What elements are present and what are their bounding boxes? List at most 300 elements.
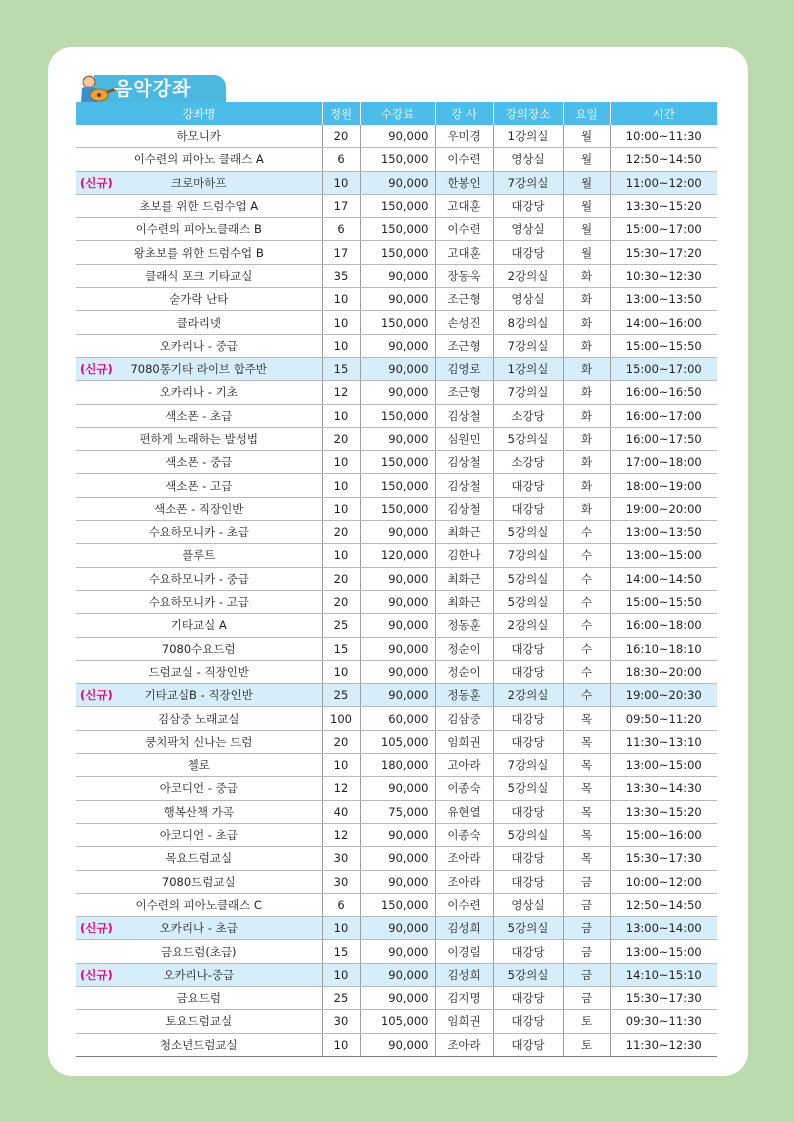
capacity-cell: 6 bbox=[322, 148, 360, 171]
room-cell: 대강당 bbox=[493, 1033, 563, 1056]
course-name: 숟가락 난타 bbox=[169, 292, 229, 307]
teacher-cell: 김지명 bbox=[435, 986, 493, 1009]
course-name-cell bbox=[76, 590, 322, 613]
teacher-cell: 정순이 bbox=[435, 637, 493, 660]
room-cell: 대강당 bbox=[493, 497, 563, 520]
table-row bbox=[76, 590, 717, 613]
capacity-cell: 20 bbox=[322, 427, 360, 450]
time-cell: 09:30~11:30 bbox=[610, 1010, 717, 1033]
room-cell: 1강의실 bbox=[493, 357, 563, 380]
teacher-cell: 이수련 bbox=[435, 148, 493, 171]
room-cell: 7강의실 bbox=[493, 381, 563, 404]
day-cell: 화 bbox=[563, 381, 610, 404]
time-cell: 13:00~15:00 bbox=[610, 940, 717, 963]
table-row bbox=[76, 940, 717, 963]
day-cell: 목 bbox=[563, 730, 610, 753]
fee-cell: 150,000 bbox=[360, 893, 435, 916]
table-row bbox=[76, 427, 717, 450]
table-row bbox=[76, 194, 717, 217]
room-cell: 대강당 bbox=[493, 241, 563, 264]
teacher-cell: 장동욱 bbox=[435, 264, 493, 287]
capacity-cell: 10 bbox=[322, 404, 360, 427]
table-header-row bbox=[76, 102, 717, 125]
room-cell: 영상실 bbox=[493, 893, 563, 916]
teacher-cell: 우미경 bbox=[435, 125, 493, 148]
capacity-cell: 10 bbox=[322, 451, 360, 474]
fee-cell: 90,000 bbox=[360, 567, 435, 590]
room-cell: 5강의실 bbox=[493, 777, 563, 800]
day-cell: 월 bbox=[563, 218, 610, 241]
room-cell: 대강당 bbox=[493, 194, 563, 217]
time-cell: 15:00~16:00 bbox=[610, 823, 717, 846]
table-row bbox=[76, 660, 717, 683]
time-cell: 13:30~14:30 bbox=[610, 777, 717, 800]
day-cell: 금 bbox=[563, 917, 610, 940]
course-name-cell bbox=[76, 497, 322, 520]
fee-cell: 90,000 bbox=[360, 288, 435, 311]
time-cell: 18:30~20:00 bbox=[610, 660, 717, 683]
table-row bbox=[76, 777, 717, 800]
table-row bbox=[76, 451, 717, 474]
room-cell: 2강의실 bbox=[493, 684, 563, 707]
fee-cell: 90,000 bbox=[360, 684, 435, 707]
music-course-table bbox=[76, 102, 717, 1057]
table-row bbox=[76, 823, 717, 846]
fee-cell: 120,000 bbox=[360, 544, 435, 567]
teacher-cell: 최화근 bbox=[435, 521, 493, 544]
table-row bbox=[76, 148, 717, 171]
fee-cell: 90,000 bbox=[360, 777, 435, 800]
table-row bbox=[76, 730, 717, 753]
course-name: 이수련의 피아노클래스 C bbox=[135, 897, 262, 912]
fee-cell: 150,000 bbox=[360, 148, 435, 171]
course-name: 토요드럼교실 bbox=[165, 1014, 233, 1029]
course-name-cell bbox=[76, 660, 322, 683]
room-cell: 대강당 bbox=[493, 637, 563, 660]
course-name-cell bbox=[76, 241, 322, 264]
teacher-cell: 최화근 bbox=[435, 567, 493, 590]
table-row bbox=[76, 800, 717, 823]
table-row bbox=[76, 334, 717, 357]
course-name: 오카리나-중급 bbox=[163, 967, 235, 982]
room-cell: 대강당 bbox=[493, 870, 563, 893]
capacity-cell: 40 bbox=[322, 800, 360, 823]
section-title: 음악강좌 bbox=[114, 78, 192, 100]
capacity-cell: 20 bbox=[322, 125, 360, 148]
day-cell: 월 bbox=[563, 125, 610, 148]
course-name-cell bbox=[76, 171, 322, 194]
day-cell: 화 bbox=[563, 288, 610, 311]
room-cell: 5강의실 bbox=[493, 823, 563, 846]
course-name-cell bbox=[76, 754, 322, 777]
day-cell: 월 bbox=[563, 171, 610, 194]
room-cell: 7강의실 bbox=[493, 171, 563, 194]
teacher-cell: 임희권 bbox=[435, 730, 493, 753]
course-name-cell bbox=[76, 427, 322, 450]
room-cell: 5강의실 bbox=[493, 963, 563, 986]
course-name-cell bbox=[76, 707, 322, 730]
course-name-cell bbox=[76, 940, 322, 963]
fee-cell: 105,000 bbox=[360, 1010, 435, 1033]
course-name: 플루트 bbox=[182, 548, 216, 563]
course-name: 7080통기타 라이브 합주반 bbox=[130, 362, 268, 377]
teacher-cell: 조아라 bbox=[435, 847, 493, 870]
day-cell: 화 bbox=[563, 427, 610, 450]
table-row bbox=[76, 125, 717, 148]
capacity-cell: 10 bbox=[322, 917, 360, 940]
fee-cell: 150,000 bbox=[360, 451, 435, 474]
time-cell: 19:00~20:00 bbox=[610, 497, 717, 520]
table-row bbox=[76, 311, 717, 334]
day-cell: 금 bbox=[563, 870, 610, 893]
room-cell: 1강의실 bbox=[493, 125, 563, 148]
fee-cell: 90,000 bbox=[360, 590, 435, 613]
table-row bbox=[76, 684, 717, 707]
capacity-cell: 10 bbox=[322, 963, 360, 986]
fee-cell: 90,000 bbox=[360, 940, 435, 963]
new-course-badge: (신규) bbox=[80, 921, 113, 936]
table-row bbox=[76, 614, 717, 637]
course-name-cell bbox=[76, 288, 322, 311]
table-row bbox=[76, 917, 717, 940]
room-cell: 대강당 bbox=[493, 730, 563, 753]
teacher-cell: 조근형 bbox=[435, 381, 493, 404]
time-cell: 11:30~12:30 bbox=[610, 1033, 717, 1056]
course-name: 크로마하프 bbox=[170, 175, 227, 190]
teacher-cell: 고아라 bbox=[435, 754, 493, 777]
course-name-cell bbox=[76, 311, 322, 334]
fee-cell: 90,000 bbox=[360, 427, 435, 450]
time-cell: 14:00~14:50 bbox=[610, 567, 717, 590]
capacity-cell: 25 bbox=[322, 986, 360, 1009]
course-name: 색소폰 - 중급 bbox=[165, 455, 233, 470]
capacity-cell: 25 bbox=[322, 614, 360, 637]
fee-cell: 90,000 bbox=[360, 1033, 435, 1056]
day-cell: 목 bbox=[563, 707, 610, 730]
table-row bbox=[76, 497, 717, 520]
course-name: 클라리넷 bbox=[176, 315, 221, 330]
room-cell: 5강의실 bbox=[493, 521, 563, 544]
teacher-cell: 조아라 bbox=[435, 1033, 493, 1056]
course-name: 금요드럼 bbox=[176, 991, 221, 1006]
column-header-day: 요일 bbox=[563, 102, 610, 125]
table-row bbox=[76, 474, 717, 497]
course-name-cell bbox=[76, 544, 322, 567]
course-name: 색소폰 - 직장인반 bbox=[154, 501, 244, 516]
teacher-cell: 김상철 bbox=[435, 404, 493, 427]
teacher-cell: 심원민 bbox=[435, 427, 493, 450]
course-name-cell bbox=[76, 404, 322, 427]
time-cell: 15:00~17:00 bbox=[610, 218, 717, 241]
course-name: 색소폰 - 고급 bbox=[165, 478, 233, 493]
fee-cell: 75,000 bbox=[360, 800, 435, 823]
table-row bbox=[76, 986, 717, 1009]
time-cell: 17:00~18:00 bbox=[610, 451, 717, 474]
fee-cell: 150,000 bbox=[360, 194, 435, 217]
fee-cell: 90,000 bbox=[360, 264, 435, 287]
room-cell: 소강당 bbox=[493, 404, 563, 427]
day-cell: 화 bbox=[563, 357, 610, 380]
room-cell: 대강당 bbox=[493, 707, 563, 730]
time-cell: 11:00~12:00 bbox=[610, 171, 717, 194]
course-name: 첼로 bbox=[187, 758, 210, 773]
course-name-cell bbox=[76, 218, 322, 241]
course-name-cell bbox=[76, 823, 322, 846]
time-cell: 15:30~17:30 bbox=[610, 847, 717, 870]
day-cell: 화 bbox=[563, 264, 610, 287]
room-cell: 대강당 bbox=[493, 847, 563, 870]
course-name-cell bbox=[76, 777, 322, 800]
table-row bbox=[76, 544, 717, 567]
room-cell: 대강당 bbox=[493, 474, 563, 497]
day-cell: 목 bbox=[563, 777, 610, 800]
room-cell: 영상실 bbox=[493, 148, 563, 171]
capacity-cell: 6 bbox=[322, 893, 360, 916]
fee-cell: 90,000 bbox=[360, 171, 435, 194]
day-cell: 월 bbox=[563, 148, 610, 171]
course-name-cell bbox=[76, 684, 322, 707]
teacher-cell: 이경림 bbox=[435, 940, 493, 963]
course-name: 아코디언 - 초급 bbox=[159, 828, 238, 843]
course-name: 오카리나 - 초급 bbox=[159, 921, 238, 936]
time-cell: 16:00~16:50 bbox=[610, 381, 717, 404]
course-name: 7080드럼교실 bbox=[161, 874, 236, 889]
day-cell: 금 bbox=[563, 986, 610, 1009]
capacity-cell: 10 bbox=[322, 754, 360, 777]
fee-cell: 90,000 bbox=[360, 870, 435, 893]
time-cell: 19:00~20:30 bbox=[610, 684, 717, 707]
course-name: 오카리나 - 중급 bbox=[159, 338, 238, 353]
room-cell: 대강당 bbox=[493, 986, 563, 1009]
teacher-cell: 조근형 bbox=[435, 334, 493, 357]
fee-cell: 90,000 bbox=[360, 614, 435, 637]
capacity-cell: 6 bbox=[322, 218, 360, 241]
new-course-badge: (신규) bbox=[80, 175, 113, 190]
table-row bbox=[76, 521, 717, 544]
course-name: 수요하모니카 - 초급 bbox=[148, 525, 249, 540]
table-row bbox=[76, 1033, 717, 1056]
time-cell: 13:00~13:50 bbox=[610, 288, 717, 311]
time-cell: 12:50~14:50 bbox=[610, 148, 717, 171]
day-cell: 금 bbox=[563, 893, 610, 916]
day-cell: 금 bbox=[563, 940, 610, 963]
course-name: 오카리나 - 기초 bbox=[159, 385, 238, 400]
fee-cell: 90,000 bbox=[360, 125, 435, 148]
teacher-cell: 최화근 bbox=[435, 590, 493, 613]
room-cell: 5강의실 bbox=[493, 590, 563, 613]
course-name: 김삼중 노래교실 bbox=[158, 711, 240, 726]
time-cell: 10:30~12:30 bbox=[610, 264, 717, 287]
day-cell: 화 bbox=[563, 474, 610, 497]
time-cell: 15:30~17:30 bbox=[610, 986, 717, 1009]
room-cell: 7강의실 bbox=[493, 334, 563, 357]
teacher-cell: 유현열 bbox=[435, 800, 493, 823]
capacity-cell: 20 bbox=[322, 567, 360, 590]
course-name-cell bbox=[76, 148, 322, 171]
course-name-cell bbox=[76, 847, 322, 870]
course-name-cell bbox=[76, 893, 322, 916]
time-cell: 16:10~18:10 bbox=[610, 637, 717, 660]
table-row bbox=[76, 171, 717, 194]
room-cell: 7강의실 bbox=[493, 544, 563, 567]
capacity-cell: 30 bbox=[322, 847, 360, 870]
time-cell: 14:10~15:10 bbox=[610, 963, 717, 986]
teacher-cell: 이수련 bbox=[435, 218, 493, 241]
course-name: 초보를 위한 드럼수업 A bbox=[139, 199, 259, 214]
room-cell: 영상실 bbox=[493, 288, 563, 311]
capacity-cell: 17 bbox=[322, 241, 360, 264]
room-cell: 5강의실 bbox=[493, 917, 563, 940]
table-row bbox=[76, 404, 717, 427]
day-cell: 토 bbox=[563, 1033, 610, 1056]
fee-cell: 90,000 bbox=[360, 986, 435, 1009]
day-cell: 화 bbox=[563, 404, 610, 427]
new-course-badge: (신규) bbox=[80, 967, 113, 982]
table-row bbox=[76, 264, 717, 287]
time-cell: 15:00~15:50 bbox=[610, 334, 717, 357]
teacher-cell: 이종숙 bbox=[435, 777, 493, 800]
time-cell: 18:00~19:00 bbox=[610, 474, 717, 497]
column-header-course: 강좌명 bbox=[76, 102, 322, 125]
fee-cell: 90,000 bbox=[360, 637, 435, 660]
course-name: 클래식 포크 기타교실 bbox=[145, 268, 253, 283]
teacher-cell: 한봉인 bbox=[435, 171, 493, 194]
capacity-cell: 10 bbox=[322, 544, 360, 567]
teacher-cell: 정동훈 bbox=[435, 684, 493, 707]
course-name-cell bbox=[76, 800, 322, 823]
table-row bbox=[76, 754, 717, 777]
course-name-cell bbox=[76, 264, 322, 287]
guitar-player-icon bbox=[76, 73, 118, 105]
day-cell: 수 bbox=[563, 614, 610, 637]
capacity-cell: 10 bbox=[322, 334, 360, 357]
time-cell: 15:00~17:00 bbox=[610, 357, 717, 380]
course-name: 쿵치팍치 신나는 드럼 bbox=[145, 734, 253, 749]
table-row bbox=[76, 893, 717, 916]
teacher-cell: 김상철 bbox=[435, 451, 493, 474]
capacity-cell: 15 bbox=[322, 357, 360, 380]
course-name-cell bbox=[76, 521, 322, 544]
day-cell: 금 bbox=[563, 963, 610, 986]
teacher-cell: 김한나 bbox=[435, 544, 493, 567]
course-name: 아코디언 - 중급 bbox=[159, 781, 238, 796]
fee-cell: 90,000 bbox=[360, 847, 435, 870]
teacher-cell: 고대훈 bbox=[435, 194, 493, 217]
time-cell: 15:00~15:50 bbox=[610, 590, 717, 613]
capacity-cell: 12 bbox=[322, 381, 360, 404]
course-name-cell bbox=[76, 357, 322, 380]
day-cell: 토 bbox=[563, 1010, 610, 1033]
capacity-cell: 10 bbox=[322, 171, 360, 194]
course-name-cell bbox=[76, 1010, 322, 1033]
fee-cell: 90,000 bbox=[360, 963, 435, 986]
column-header-fee: 수강료 bbox=[360, 102, 435, 125]
capacity-cell: 30 bbox=[322, 1010, 360, 1033]
fee-cell: 90,000 bbox=[360, 823, 435, 846]
day-cell: 수 bbox=[563, 521, 610, 544]
time-cell: 09:50~11:20 bbox=[610, 707, 717, 730]
new-course-badge: (신규) bbox=[80, 361, 113, 376]
teacher-cell: 조아라 bbox=[435, 870, 493, 893]
time-cell: 16:00~18:00 bbox=[610, 614, 717, 637]
fee-cell: 90,000 bbox=[360, 521, 435, 544]
course-name: 7080수요드럼 bbox=[161, 641, 236, 656]
day-cell: 수 bbox=[563, 544, 610, 567]
time-cell: 13:00~15:00 bbox=[610, 754, 717, 777]
time-cell: 13:00~13:50 bbox=[610, 521, 717, 544]
room-cell: 소강당 bbox=[493, 451, 563, 474]
teacher-cell: 이수련 bbox=[435, 893, 493, 916]
day-cell: 월 bbox=[563, 241, 610, 264]
course-name-cell bbox=[76, 474, 322, 497]
teacher-cell: 이종숙 bbox=[435, 823, 493, 846]
course-name: 색소폰 - 초급 bbox=[165, 408, 233, 423]
fee-cell: 150,000 bbox=[360, 474, 435, 497]
day-cell: 수 bbox=[563, 637, 610, 660]
day-cell: 수 bbox=[563, 660, 610, 683]
fee-cell: 90,000 bbox=[360, 334, 435, 357]
capacity-cell: 10 bbox=[322, 288, 360, 311]
fee-cell: 90,000 bbox=[360, 660, 435, 683]
course-name: 수요하모니카 - 고급 bbox=[148, 595, 249, 610]
course-name-cell bbox=[76, 917, 322, 940]
teacher-cell: 정동훈 bbox=[435, 614, 493, 637]
table-row bbox=[76, 707, 717, 730]
capacity-cell: 20 bbox=[322, 730, 360, 753]
table-row bbox=[76, 1010, 717, 1033]
table-row bbox=[76, 241, 717, 264]
column-header-room: 강의장소 bbox=[493, 102, 563, 125]
teacher-cell: 고대훈 bbox=[435, 241, 493, 264]
course-name: 기타교실 A bbox=[170, 618, 227, 633]
course-name-cell bbox=[76, 637, 322, 660]
capacity-cell: 10 bbox=[322, 660, 360, 683]
room-cell: 7강의실 bbox=[493, 754, 563, 777]
course-name-cell bbox=[76, 1033, 322, 1056]
fee-cell: 90,000 bbox=[360, 381, 435, 404]
time-cell: 12:50~14:50 bbox=[610, 893, 717, 916]
day-cell: 수 bbox=[563, 590, 610, 613]
room-cell: 대강당 bbox=[493, 800, 563, 823]
table-row bbox=[76, 963, 717, 986]
capacity-cell: 17 bbox=[322, 194, 360, 217]
day-cell: 목 bbox=[563, 823, 610, 846]
table-row bbox=[76, 847, 717, 870]
course-name: 왕초보를 위한 드럼수업 B bbox=[133, 245, 264, 260]
course-name-cell bbox=[76, 986, 322, 1009]
table-row bbox=[76, 870, 717, 893]
capacity-cell: 30 bbox=[322, 870, 360, 893]
table-row bbox=[76, 381, 717, 404]
course-name-cell bbox=[76, 870, 322, 893]
day-cell: 화 bbox=[563, 311, 610, 334]
course-name: 편하게 노래하는 발성법 bbox=[139, 432, 258, 446]
course-name-cell bbox=[76, 381, 322, 404]
day-cell: 화 bbox=[563, 334, 610, 357]
fee-cell: 150,000 bbox=[360, 241, 435, 264]
teacher-cell: 김삼중 bbox=[435, 707, 493, 730]
capacity-cell: 35 bbox=[322, 264, 360, 287]
capacity-cell: 20 bbox=[322, 590, 360, 613]
course-name: 하모니카 bbox=[176, 129, 221, 144]
course-name: 목요드럼교실 bbox=[165, 851, 233, 866]
column-header-time: 시간 bbox=[610, 102, 717, 125]
table-row bbox=[76, 218, 717, 241]
day-cell: 화 bbox=[563, 451, 610, 474]
room-cell: 2강의실 bbox=[493, 264, 563, 287]
room-cell: 대강당 bbox=[493, 1010, 563, 1033]
room-cell: 2강의실 bbox=[493, 614, 563, 637]
